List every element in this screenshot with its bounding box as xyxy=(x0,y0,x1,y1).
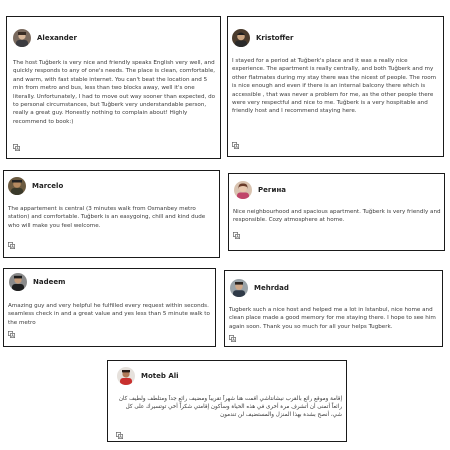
translate-icon[interactable] xyxy=(232,142,239,149)
review-header xyxy=(230,279,289,297)
review-text: Amazing guy and very helpful he fulfilled every request within seconds. seamless check in and a great value and yes less than 5 minute walk to the metro xyxy=(8,303,210,326)
review-text: The host Tuğberk is very nice and friendly speaks English very well, and quickly responds to any of one's needs. The place is clean, comfortable, and warm, with fast stable internet. You can't beat the location and 5 min from metro and bus, less than two blocks away, well it's one literally. Unfortunately, I had to move out way sooner than expected, do to personal circumstances, but Tuğberk very understandable person, really a great guy. Honestly nothing to complain about! Highly recommend to book:) xyxy=(13,60,216,125)
review-text: The appartement is central (3 minutes walk from Osmanbey metro station) and comfortable. Tuğberk is an easygoing, chill and kind dude who will make you feel welcome. xyxy=(8,206,206,229)
review-header xyxy=(232,29,293,47)
translate-icon[interactable] xyxy=(13,144,20,151)
review-card-kristoffer xyxy=(227,16,444,157)
reviewer-name[interactable]: Регина xyxy=(258,186,286,194)
reviewer-name[interactable]: Mehrdad xyxy=(254,284,289,292)
translate-icon[interactable] xyxy=(8,242,15,249)
avatar[interactable] xyxy=(230,279,248,297)
review-header xyxy=(13,29,77,47)
review-text: Tugberk such a nice host and helped me a lot in Istanbul, nice home and clean place made a good memory for me staying there. I hope to see him again soon. Thank you so much for all your helps Tugberk. xyxy=(229,307,436,330)
avatar[interactable] xyxy=(9,273,27,291)
reviewer-name[interactable]: Nadeem xyxy=(33,278,66,286)
avatar[interactable] xyxy=(13,29,31,47)
review-header xyxy=(9,273,65,291)
avatar[interactable] xyxy=(234,181,252,199)
reviewer-name[interactable]: Marcelo xyxy=(32,182,64,190)
review-text: Nice neighbourhood and spacious apartment. Tuğberk is very friendly and responsible. Cozy atmosphere at home. xyxy=(233,209,441,224)
translate-icon[interactable] xyxy=(116,432,123,439)
avatar[interactable] xyxy=(232,29,250,47)
translate-icon[interactable] xyxy=(229,335,236,342)
review-text: I stayed for a period at Tuğberk's place and it was a really nice experience. The apartment is really centrally, and both Tuğberk and my other flatmates during my stay there was the nicest of people. The room is nice enough and even if there is an internal balcony there which is accessible , that was never a problem for me, as the other people there were very respectful and nice to me. Tuğberk is a very hospitable and friendly host and I recommend staying here. xyxy=(232,58,437,115)
avatar[interactable] xyxy=(117,367,135,385)
review-card-regina xyxy=(228,173,445,251)
review-text: إقامة وموقع رائع بالقرب نيشانتاشي أقمت هنا شهراً تقريباً ومضيف رائع جداً ومتلطف ولطيف كان رائعاً أتمنى أن أتشرف مرة أخرى في هذه الحياة وسأكون إقامتي شكراً أخي توتسيرك على كل شي، أنصح بشدة بهذا المنزل والمستضيف لن تندمون xyxy=(118,396,342,419)
review-card-alexander xyxy=(6,16,221,159)
translate-icon[interactable] xyxy=(8,331,15,338)
avatar[interactable] xyxy=(8,177,26,195)
reviewer-name[interactable]: Moteb Ali xyxy=(141,372,179,380)
reviewer-name[interactable]: Alexander xyxy=(37,34,77,42)
review-header xyxy=(234,181,286,199)
review-card-marcelo xyxy=(3,170,220,258)
review-card-mehrdad xyxy=(224,270,443,347)
reviewer-name[interactable]: Kristoffer xyxy=(256,34,294,42)
translate-icon[interactable] xyxy=(233,232,240,239)
review-card-nadeem xyxy=(3,268,216,347)
review-header xyxy=(8,177,63,195)
review-card-moteb-ali xyxy=(107,360,347,442)
review-header xyxy=(117,367,179,385)
